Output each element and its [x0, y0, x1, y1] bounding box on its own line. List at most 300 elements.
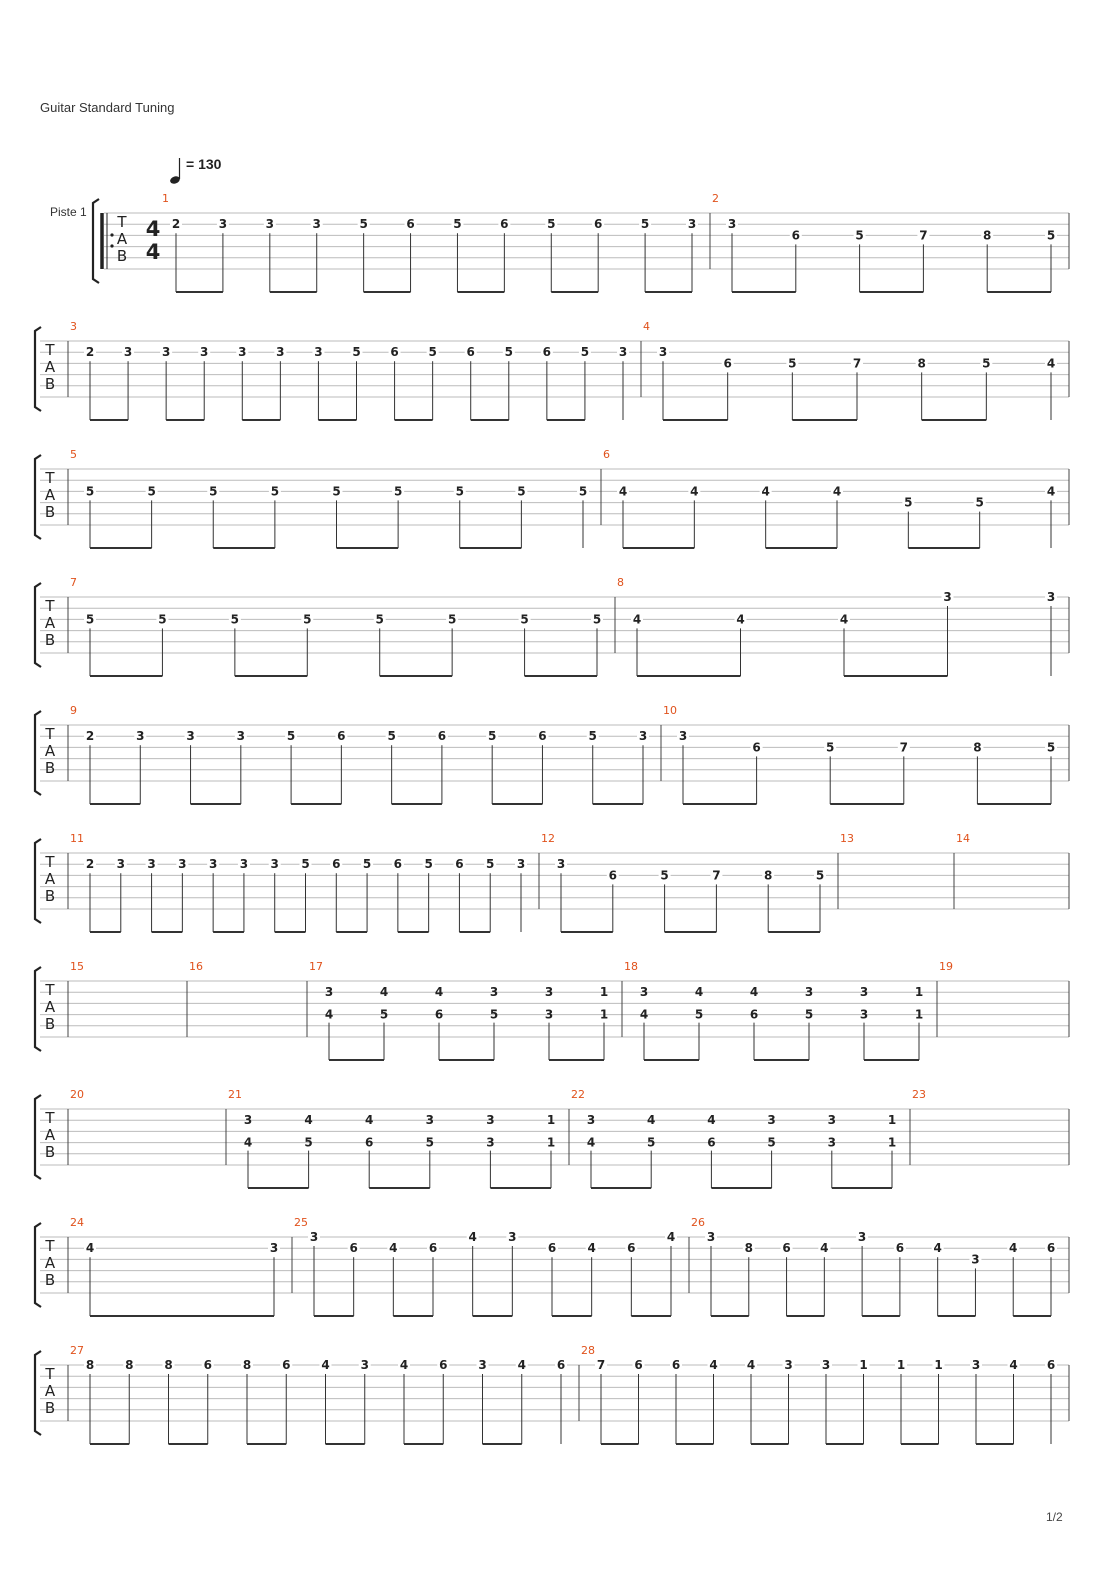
tab-clef-letter: A — [44, 486, 56, 504]
fret-number: 4 — [586, 1135, 596, 1150]
measure-number: 17 — [309, 960, 323, 973]
tab-clef-letter: B — [44, 1143, 56, 1161]
tab-clef-letter: A — [44, 1254, 56, 1272]
tab-clef-letter: A — [44, 998, 56, 1016]
fret-number: 3 — [727, 217, 737, 232]
tempo-value: = 130 — [186, 156, 222, 172]
measure-number: 3 — [70, 320, 77, 333]
tab-clef-letter: T — [45, 469, 55, 487]
tempo-note-icon — [169, 158, 181, 185]
measure-number: 25 — [294, 1216, 308, 1229]
fret-number: 1 — [914, 985, 924, 1000]
tab-clef-letter: A — [116, 230, 128, 248]
fret-number: 4 — [389, 1241, 398, 1256]
fret-number: 6 — [547, 1241, 557, 1256]
fret-number: 3 — [556, 857, 566, 872]
fret-number: 3 — [508, 1230, 517, 1244]
fret-number: 5 — [424, 857, 433, 872]
fret-number: 4 — [85, 1241, 95, 1256]
fret-number: 3 — [971, 1252, 980, 1267]
fret-number: 5 — [904, 495, 913, 510]
fret-number: 3 — [309, 1230, 319, 1244]
fret-number: 3 — [658, 345, 668, 360]
fret-number: 3 — [178, 857, 187, 872]
fret-number: 6 — [332, 857, 341, 872]
fret-number: 6 — [723, 356, 732, 371]
staff-system — [93, 192, 1069, 292]
measure-6 — [601, 448, 1057, 548]
measure-28 — [579, 1344, 1057, 1444]
fret-number: 4 — [839, 612, 849, 627]
fret-number: 6 — [390, 345, 399, 360]
fret-number: 1 — [546, 1113, 556, 1128]
fret-number: 5 — [453, 217, 462, 232]
fret-number: 6 — [466, 345, 475, 360]
fret-number: 4 — [1046, 484, 1056, 499]
fret-number: 4 — [365, 1113, 374, 1128]
fret-number: 4 — [707, 1113, 716, 1128]
fret-number: 4 — [1009, 1241, 1018, 1256]
fret-number: 1 — [546, 1135, 556, 1150]
fret-number: 1 — [599, 1007, 609, 1022]
system-bracket — [35, 583, 41, 667]
fret-number: 6 — [671, 1358, 681, 1372]
fret-number: 5 — [85, 612, 95, 627]
fret-number: 6 — [439, 1358, 448, 1372]
system-bracket — [35, 455, 41, 539]
tab-clef-letter: B — [44, 1015, 56, 1033]
tab-clef-letter: B — [44, 375, 56, 393]
fret-number: 3 — [639, 985, 649, 1000]
staff-system — [35, 1216, 1069, 1316]
fret-number: 5 — [286, 729, 296, 744]
fret-number: 4 — [639, 1007, 649, 1022]
measure-number: 13 — [840, 832, 854, 845]
system-bracket — [35, 967, 41, 1051]
measure-11 — [68, 832, 527, 932]
measure-number: 6 — [603, 448, 610, 461]
staff-system — [35, 832, 1069, 932]
fret-number: 6 — [455, 857, 464, 872]
measure-number: 27 — [70, 1344, 84, 1357]
fret-number: 1 — [887, 1113, 897, 1128]
fret-number: 5 — [517, 484, 526, 499]
fret-number: 4 — [243, 1135, 253, 1150]
fret-number: 3 — [116, 857, 125, 872]
measure-22 — [569, 1088, 896, 1188]
fret-number: 5 — [393, 484, 403, 499]
tab-clef-letter: T — [45, 981, 55, 999]
fret-number: 6 — [393, 857, 403, 872]
fret-number: 4 — [632, 612, 642, 627]
fret-number: 3 — [186, 729, 195, 744]
measure-number: 21 — [228, 1088, 242, 1101]
fret-number: 3 — [360, 1358, 369, 1372]
fret-number: 5 — [804, 1007, 814, 1022]
fret-number: 6 — [437, 729, 447, 744]
fret-number: 8 — [85, 1358, 95, 1372]
fret-number: 6 — [895, 1241, 905, 1256]
measure-3 — [68, 320, 629, 420]
measure-number: 19 — [939, 960, 953, 973]
fret-number: 6 — [608, 868, 617, 883]
fret-number: 6 — [782, 1241, 791, 1256]
measure-number: 16 — [189, 960, 203, 973]
measure-9 — [68, 704, 649, 804]
fret-number: 5 — [387, 729, 396, 744]
fret-number: 5 — [640, 217, 650, 232]
fret-number: 2 — [85, 857, 95, 872]
tab-clef-letter: B — [44, 631, 56, 649]
fret-number: 6 — [349, 1241, 358, 1256]
measure-number: 24 — [70, 1216, 84, 1229]
fret-number: 3 — [425, 1113, 434, 1128]
fret-number: 5 — [580, 345, 590, 360]
fret-number: 4 — [517, 1358, 526, 1372]
fret-number: 3 — [314, 345, 323, 360]
track-name: Piste 1 — [50, 205, 87, 219]
fret-number: 6 — [556, 1358, 566, 1372]
fret-number: 6 — [594, 217, 603, 232]
system-bracket — [35, 327, 41, 411]
fret-number: 5 — [270, 484, 280, 499]
fret-number: 3 — [767, 1113, 776, 1128]
fret-number: 6 — [627, 1241, 636, 1256]
tab-clef-letter: B — [44, 503, 56, 521]
fret-number: 3 — [147, 857, 156, 872]
fret-number: 8 — [125, 1358, 134, 1372]
fret-number: 3 — [516, 857, 526, 872]
tab-clef-letter: B — [44, 1271, 56, 1289]
measure-number: 10 — [663, 704, 677, 717]
fret-number: 4 — [761, 484, 770, 499]
tab-clef-letter: T — [45, 853, 55, 871]
tuning-label: Guitar Standard Tuning — [40, 100, 175, 115]
fret-number: 6 — [752, 740, 761, 755]
fret-number: 6 — [707, 1135, 716, 1150]
fret-number: 3 — [486, 1135, 495, 1150]
fret-number: 3 — [544, 1007, 554, 1022]
fret-number: 5 — [301, 857, 310, 872]
fret-number: 3 — [312, 217, 321, 232]
fret-number: 3 — [324, 985, 334, 1000]
fret-number: 4 — [709, 1358, 718, 1372]
fret-number: 3 — [618, 345, 628, 360]
fret-number: 4 — [587, 1241, 596, 1256]
fret-number: 5 — [660, 868, 669, 883]
fret-number: 3 — [276, 345, 285, 360]
fret-number: 5 — [147, 484, 156, 499]
fret-number: 4 — [1046, 356, 1056, 371]
fret-number: 5 — [826, 740, 835, 755]
fret-number: 4 — [647, 1113, 656, 1128]
fret-number: 6 — [1046, 1241, 1056, 1256]
fret-number: 5 — [425, 1135, 434, 1150]
page-number: 1/2 — [1046, 1510, 1063, 1524]
measure-number: 14 — [956, 832, 970, 845]
fret-number: 1 — [934, 1358, 943, 1372]
fret-number: 3 — [243, 1113, 253, 1128]
fret-number: 3 — [586, 1113, 596, 1128]
fret-number: 5 — [447, 612, 457, 627]
fret-number: 2 — [85, 729, 95, 744]
fret-number: 6 — [406, 217, 415, 232]
fret-number: 6 — [634, 1358, 643, 1372]
fret-number: 3 — [200, 345, 209, 360]
system-bracket — [35, 839, 41, 923]
fret-number: 4 — [666, 1230, 676, 1244]
fret-number: 6 — [1046, 1358, 1056, 1372]
fret-number: 3 — [706, 1230, 716, 1244]
fret-number: 4 — [933, 1241, 942, 1256]
fret-number: 3 — [236, 729, 245, 744]
fret-number: 3 — [971, 1358, 981, 1372]
fret-number: 8 — [917, 356, 926, 371]
tab-clef-letter: A — [44, 614, 56, 632]
tab-clef-letter: A — [44, 742, 56, 760]
fret-number: 4 — [321, 1358, 330, 1372]
staff-system — [35, 320, 1069, 420]
measure-number: 20 — [70, 1088, 84, 1101]
fret-number: 5 — [352, 345, 361, 360]
fret-number: 5 — [504, 345, 513, 360]
fret-number: 3 — [544, 985, 554, 1000]
fret-number: 3 — [857, 1230, 867, 1244]
measure-number: 26 — [691, 1216, 705, 1229]
fret-number: 5 — [855, 228, 864, 243]
fret-number: 2 — [171, 217, 181, 232]
fret-number: 6 — [791, 228, 800, 243]
fret-number: 4 — [820, 1241, 829, 1256]
fret-number: 3 — [821, 1358, 831, 1372]
fret-number: 1 — [599, 985, 609, 1000]
fret-number: 6 — [428, 1241, 438, 1256]
measure-number: 7 — [70, 576, 77, 589]
measure-4 — [641, 320, 1057, 420]
fret-number: 5 — [332, 484, 341, 499]
fret-number: 1 — [896, 1358, 906, 1372]
measure-number: 4 — [643, 320, 650, 333]
fret-number: 3 — [489, 985, 499, 1000]
fret-number: 5 — [158, 612, 167, 627]
fret-number: 5 — [1046, 228, 1056, 243]
fret-number: 5 — [578, 484, 588, 499]
fret-number: 5 — [455, 484, 464, 499]
fret-number: 6 — [542, 345, 552, 360]
fret-number: 5 — [767, 1135, 776, 1150]
fret-number: 4 — [690, 484, 699, 499]
measure-2 — [710, 192, 1057, 292]
fret-number: 7 — [919, 228, 928, 243]
fret-number: 4 — [1009, 1358, 1018, 1372]
measure-number: 23 — [912, 1088, 926, 1101]
fret-number: 3 — [239, 857, 249, 872]
fret-number: 5 — [375, 612, 384, 627]
fret-number: 3 — [687, 217, 697, 232]
fret-number: 3 — [161, 345, 171, 360]
tab-clef-letter: T — [45, 597, 55, 615]
fret-number: 3 — [478, 1358, 487, 1372]
staff-system — [35, 1344, 1069, 1444]
tab-clef-letter: B — [44, 1399, 56, 1417]
fret-number: 4 — [468, 1230, 477, 1244]
fret-number: 8 — [744, 1241, 753, 1256]
fret-number: 4 — [304, 1113, 313, 1128]
tab-clef-letter: T — [45, 341, 55, 359]
fret-number: 6 — [282, 1358, 291, 1372]
fret-number: 5 — [975, 495, 984, 510]
staff-system — [35, 1088, 1069, 1188]
fret-number: 3 — [208, 857, 218, 872]
fret-number: 3 — [859, 1007, 869, 1022]
fret-number: 6 — [749, 1007, 759, 1022]
tab-clef-letter: A — [44, 358, 56, 376]
fret-number: 5 — [303, 612, 312, 627]
tab-clef-letter: B — [116, 247, 128, 265]
measure-number: 15 — [70, 960, 84, 973]
fret-number: 4 — [324, 1007, 334, 1022]
fret-number: 3 — [804, 985, 814, 1000]
fret-number: 5 — [815, 868, 825, 883]
system-bracket — [35, 711, 41, 795]
fret-number: 7 — [596, 1358, 606, 1372]
measure-number: 1 — [162, 192, 169, 205]
fret-number: 4 — [749, 985, 759, 1000]
system-bracket — [35, 1351, 41, 1435]
fret-number: 6 — [538, 729, 547, 744]
staff-system — [35, 704, 1069, 804]
fret-number: 5 — [788, 356, 797, 371]
system-bracket — [35, 1223, 41, 1307]
fret-number: 2 — [85, 345, 95, 360]
fret-number: 5 — [489, 1007, 499, 1022]
fret-number: 5 — [488, 729, 497, 744]
system-bracket — [93, 199, 99, 283]
tab-clef-letter: A — [44, 1382, 56, 1400]
repeat-dot — [110, 233, 113, 236]
fret-number: 8 — [242, 1358, 252, 1372]
fret-number: 8 — [973, 740, 982, 755]
measure-8 — [615, 576, 1057, 676]
tab-clef-letter: T — [45, 1237, 55, 1255]
measure-number: 22 — [571, 1088, 585, 1101]
fret-number: 6 — [203, 1358, 212, 1372]
measure-12 — [539, 832, 826, 932]
fret-number: 7 — [899, 740, 908, 755]
measure-1 — [162, 192, 698, 292]
fret-number: 8 — [983, 228, 992, 243]
measure-25 — [292, 1216, 677, 1316]
fret-number: 3 — [943, 590, 952, 604]
staff-system — [35, 448, 1069, 548]
fret-number: 5 — [486, 857, 495, 872]
tab-clef-letter: T — [117, 213, 127, 231]
fret-number: 1 — [887, 1135, 897, 1150]
fret-number: 3 — [784, 1358, 793, 1372]
fret-number: 5 — [520, 612, 529, 627]
tab-clef-letter: B — [44, 887, 56, 905]
fret-number: 5 — [647, 1135, 656, 1150]
fret-number: 3 — [827, 1135, 836, 1150]
fret-number: 7 — [712, 868, 721, 883]
measure-26 — [689, 1216, 1057, 1316]
measure-21 — [226, 1088, 555, 1188]
fret-number: 5 — [982, 356, 991, 371]
time-signature-denominator: 4 — [145, 240, 161, 264]
fret-number: 4 — [832, 484, 842, 499]
fret-number: 5 — [694, 1007, 704, 1022]
repeat-dot — [110, 244, 113, 247]
tab-clef-letter: T — [45, 1109, 55, 1127]
fret-number: 3 — [827, 1113, 836, 1128]
fret-number: 5 — [209, 484, 218, 499]
measure-number: 18 — [624, 960, 638, 973]
fret-number: 3 — [1046, 590, 1056, 604]
measure-number: 2 — [712, 192, 719, 205]
fret-number: 3 — [269, 1241, 279, 1256]
fret-number: 5 — [547, 217, 556, 232]
measure-number: 11 — [70, 832, 84, 845]
measure-7 — [68, 576, 603, 676]
fret-number: 3 — [638, 729, 648, 744]
measure-number: 12 — [541, 832, 555, 845]
tab-clef-letter: A — [44, 870, 56, 888]
fret-number: 5 — [379, 1007, 389, 1022]
fret-number: 3 — [270, 857, 279, 872]
staff-system — [35, 576, 1069, 676]
measure-27 — [68, 1344, 567, 1444]
fret-number: 6 — [337, 729, 346, 744]
fret-number: 6 — [434, 1007, 444, 1022]
measure-18 — [622, 960, 923, 1060]
tab-clef-letter: B — [44, 759, 56, 777]
fret-number: 4 — [434, 985, 444, 1000]
fret-number: 1 — [859, 1358, 868, 1372]
fret-number: 4 — [694, 985, 704, 1000]
measure-number: 9 — [70, 704, 77, 717]
measure-10 — [661, 704, 1057, 804]
measure-number: 5 — [70, 448, 77, 461]
fret-number: 5 — [592, 612, 602, 627]
fret-number: 4 — [618, 484, 628, 499]
fret-number: 7 — [852, 356, 862, 371]
fret-number: 6 — [500, 217, 509, 232]
fret-number: 5 — [85, 484, 95, 499]
fret-number: 4 — [736, 612, 745, 627]
tab-clef-letter: T — [45, 1365, 55, 1383]
fret-number: 5 — [304, 1135, 313, 1150]
fret-number: 8 — [764, 868, 773, 883]
measure-number: 28 — [581, 1344, 595, 1357]
fret-number: 1 — [914, 1007, 924, 1022]
tab-clef-letter: T — [45, 725, 55, 743]
time-signature-numerator: 4 — [145, 217, 161, 241]
fret-number: 3 — [238, 345, 247, 360]
fret-number: 5 — [359, 217, 368, 232]
fret-number: 3 — [218, 217, 228, 232]
fret-number: 6 — [365, 1135, 374, 1150]
measure-number: 8 — [617, 576, 624, 589]
system-bracket — [35, 1095, 41, 1179]
measure-5 — [68, 448, 589, 548]
fret-number: 4 — [379, 985, 389, 1000]
fret-number: 3 — [486, 1113, 495, 1128]
staff-system — [35, 960, 1069, 1060]
measure-17 — [307, 960, 608, 1060]
fret-number: 3 — [136, 729, 145, 744]
fret-number: 5 — [588, 729, 597, 744]
fret-number: 5 — [428, 345, 437, 360]
